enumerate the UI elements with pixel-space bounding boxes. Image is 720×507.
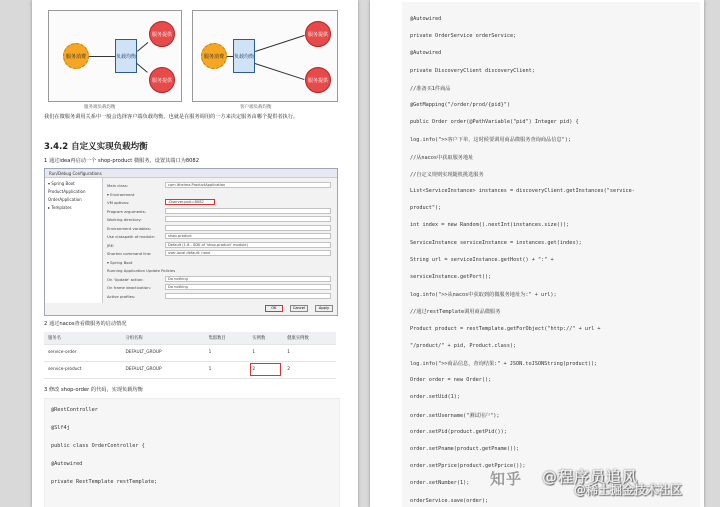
column-header: 服务名 (44, 332, 121, 344)
watermark (490, 460, 720, 498)
config-tree-item[interactable]: ProductApplication (48, 189, 86, 194)
form-row (105, 207, 333, 216)
table-cell: 2 (248, 361, 283, 378)
code-line: log.info(">>商品信息，查询结果:" + JSON.toJSONString(product)); (410, 361, 598, 367)
provider-node: 服务提供 (149, 21, 175, 47)
code-line: product"); (410, 205, 442, 212)
provider-node: 服务提供 (305, 21, 331, 47)
table-cell: 1 (283, 344, 336, 361)
form-field[interactable] (165, 216, 331, 222)
step-text: 2 通过nacos查看微服务的启动情况 (44, 321, 127, 327)
form-row (105, 275, 333, 284)
watermark-text: @程序员追风 (542, 468, 639, 486)
table-header-row (44, 332, 336, 344)
consumer-node: 服务消费 (201, 43, 227, 69)
code-line: //准备买1件商品 (410, 85, 451, 92)
code-line: order.setNumber(1); (410, 480, 470, 487)
form-row (105, 241, 333, 250)
table-cell: 1 (205, 344, 249, 361)
form-field[interactable]: Do nothing (165, 284, 331, 290)
arrow-line (255, 35, 305, 52)
code-line: order.setPprice(product.getPprice()); (410, 463, 526, 470)
body-paragraph: 我们在微服务调用关系中一般会选择客户端负载均衡，也就是在服务调用的一方来决定服务由哪个提供者执行。 (44, 114, 299, 120)
arrow-line (255, 63, 305, 80)
code-line: @GetMapping("/order/prod/{pid}") (410, 102, 510, 108)
form-row (105, 190, 333, 199)
code-line: "/product/" + pid, Product.class); (410, 342, 517, 349)
code-line: String url = serviceInstance.getHost() + ":" + (410, 256, 554, 263)
form-label: Environment variables: (107, 225, 152, 231)
arrow-line (137, 42, 148, 52)
ide-dialog-buttons (263, 294, 333, 313)
form-label: Main class: (107, 183, 128, 188)
section-heading: 3.4.2 自定义实现负载均衡 (44, 142, 148, 152)
code-line: orderService.save(order); (410, 497, 489, 504)
nacos-service-table (44, 332, 336, 379)
watermark-text: @稀土掘金技术社区 (574, 483, 683, 497)
server-side-lb-diagram (48, 10, 182, 102)
form-row (105, 258, 333, 267)
ide-config-tree (45, 178, 103, 303)
form-label: Active profiles: (107, 293, 136, 299)
code-line: log.info(">>从nacos中获取到的微服务地址为:" + url); (410, 292, 557, 299)
form-label: VM options: (107, 200, 130, 205)
provider-node: 服务提供 (305, 67, 331, 93)
code-line: //自定义规则实现随机挑选服务 (410, 171, 484, 178)
column-header: 健康实例数 (283, 332, 336, 344)
config-tree-item[interactable]: OrderApplication (48, 197, 82, 202)
form-row (105, 224, 333, 233)
table-cell: service-order (44, 344, 121, 361)
column-header: 集群数目 (205, 332, 249, 344)
form-row (105, 181, 333, 190)
figure-caption: 客户端负载均衡 (240, 105, 272, 110)
load-balancer-box: 负载均衡 (233, 39, 255, 73)
form-row (105, 283, 333, 292)
form-field[interactable]: com.itheima.ProductApplication (165, 182, 331, 188)
code-line: Order order = new Order(); (410, 377, 492, 384)
code-line: private OrderService orderService; (410, 33, 517, 40)
zhihu-logo: 知乎 (490, 470, 523, 488)
load-balancer-box: 负载均衡 (115, 39, 137, 73)
form-label: Use classpath of module: (107, 234, 155, 239)
config-tree-item[interactable]: ▸ Templates (48, 205, 72, 210)
step-text: 3 修改 shop-order 的代码，实现负载均衡 (44, 387, 143, 393)
form-label: Program arguments: (107, 208, 147, 214)
form-label: On 'Update' action: (107, 276, 144, 282)
config-tree-item[interactable]: ▾ Spring Boot (48, 181, 75, 186)
form-label: Running Application Update Policies (107, 268, 176, 273)
code-line: private DiscoveryClient discoveryClient; (410, 67, 535, 74)
code-line: order.setUid(1); (410, 394, 460, 401)
form-row (105, 232, 333, 241)
code-line: //从nacos中获取服务地址 (410, 154, 474, 161)
code-block (402, 2, 700, 507)
column-header: 实例数 (248, 332, 283, 344)
form-label: ▾ Environment (107, 191, 135, 197)
form-row (105, 198, 333, 207)
form-label: JRE: (107, 242, 115, 248)
code-block (44, 398, 340, 507)
load-balancing-figure (44, 8, 344, 110)
code-line: order.setUsername("测试用户"); (410, 412, 500, 419)
ide-title: Run/Debug Configurations (45, 169, 337, 178)
form-field[interactable]: Do nothing (165, 276, 331, 282)
consumer-node: 服务消费 (63, 43, 89, 69)
code-line: @RestController (51, 407, 98, 413)
cancel-button[interactable]: Cancel (290, 305, 308, 312)
ide-config-form (105, 181, 333, 301)
step-text: 1 通过idea再启动一个 shop-product 微服务，设置其端口为8082 (44, 158, 200, 164)
provider-node: 服务提供 (149, 67, 175, 93)
form-label: ▾ Spring Boot (107, 259, 133, 265)
document-page-right (370, 0, 704, 507)
figure-caption: 服务端负载均衡 (84, 105, 116, 110)
code-line: List<ServiceInstance> instances = discoveryClient.getInstances("service- (410, 188, 635, 194)
form-field[interactable] (165, 225, 331, 231)
code-line: order.setPid(product.getPid()); (410, 428, 507, 435)
table-cell: 1 (248, 344, 283, 361)
table-cell: service-product (44, 361, 121, 378)
form-row (105, 215, 333, 224)
table-cell: DEFAULT_GROUP (121, 361, 204, 378)
code-line: @Autowired (51, 461, 83, 467)
code-line: Product product = restTemplate.getForObject("http://" + url + (410, 325, 601, 332)
code-line: @Autowired (410, 16, 442, 22)
table-cell: 1 (205, 361, 249, 378)
apply-button[interactable]: Apply (315, 305, 333, 312)
form-field[interactable]: shop-product (165, 233, 331, 239)
code-line: order.setPname(product.getPname()); (410, 446, 520, 452)
form-row (105, 249, 333, 258)
code-line: serviceInstance.getPort(); (410, 274, 492, 280)
code-line: log.info(">>客户下单，这时候要调用商品微服务查询商品信息"); (410, 137, 571, 144)
code-line: public class OrderController { (51, 443, 145, 449)
table-row (44, 344, 336, 361)
arrow-line (136, 63, 147, 73)
form-field[interactable]: user-local default: none (165, 250, 331, 256)
code-line: //通过restTemplate调用商品微服务 (410, 309, 501, 316)
form-field[interactable]: -Dserver.port=8082 (165, 199, 215, 205)
code-line: public Order order(@PathVariable("pid") Integer pid) { (410, 119, 579, 126)
code-line: ServiceInstance serviceInstance = instances.get(index); (410, 239, 582, 246)
form-field[interactable]: Default (1.8 - SDK of 'shop-product' module) (165, 242, 331, 248)
code-line: int index = new Random().nextInt(instances.size()); (410, 222, 570, 229)
ok-button[interactable]: OK (265, 305, 283, 312)
arrow-line (89, 56, 115, 57)
form-label: On frame deactivation: (107, 285, 151, 290)
form-row (105, 266, 333, 275)
arrow-line (227, 56, 233, 57)
document-page-left (32, 0, 358, 507)
form-field[interactable] (165, 208, 331, 214)
table-cell: DEFAULT_GROUP (121, 344, 204, 361)
code-line: @Slf4j (51, 425, 70, 431)
table-row (44, 361, 336, 378)
form-label: Working directory: (107, 217, 142, 222)
form-label: Shorten command line: (107, 251, 152, 256)
code-line: private RestTemplate restTemplate; (51, 479, 158, 485)
ide-run-config-screenshot (44, 168, 338, 316)
client-side-lb-diagram (192, 10, 338, 102)
column-header: 分组名称 (121, 332, 204, 344)
code-line: @Autowired (410, 50, 442, 57)
table-cell: 2 (283, 361, 336, 378)
